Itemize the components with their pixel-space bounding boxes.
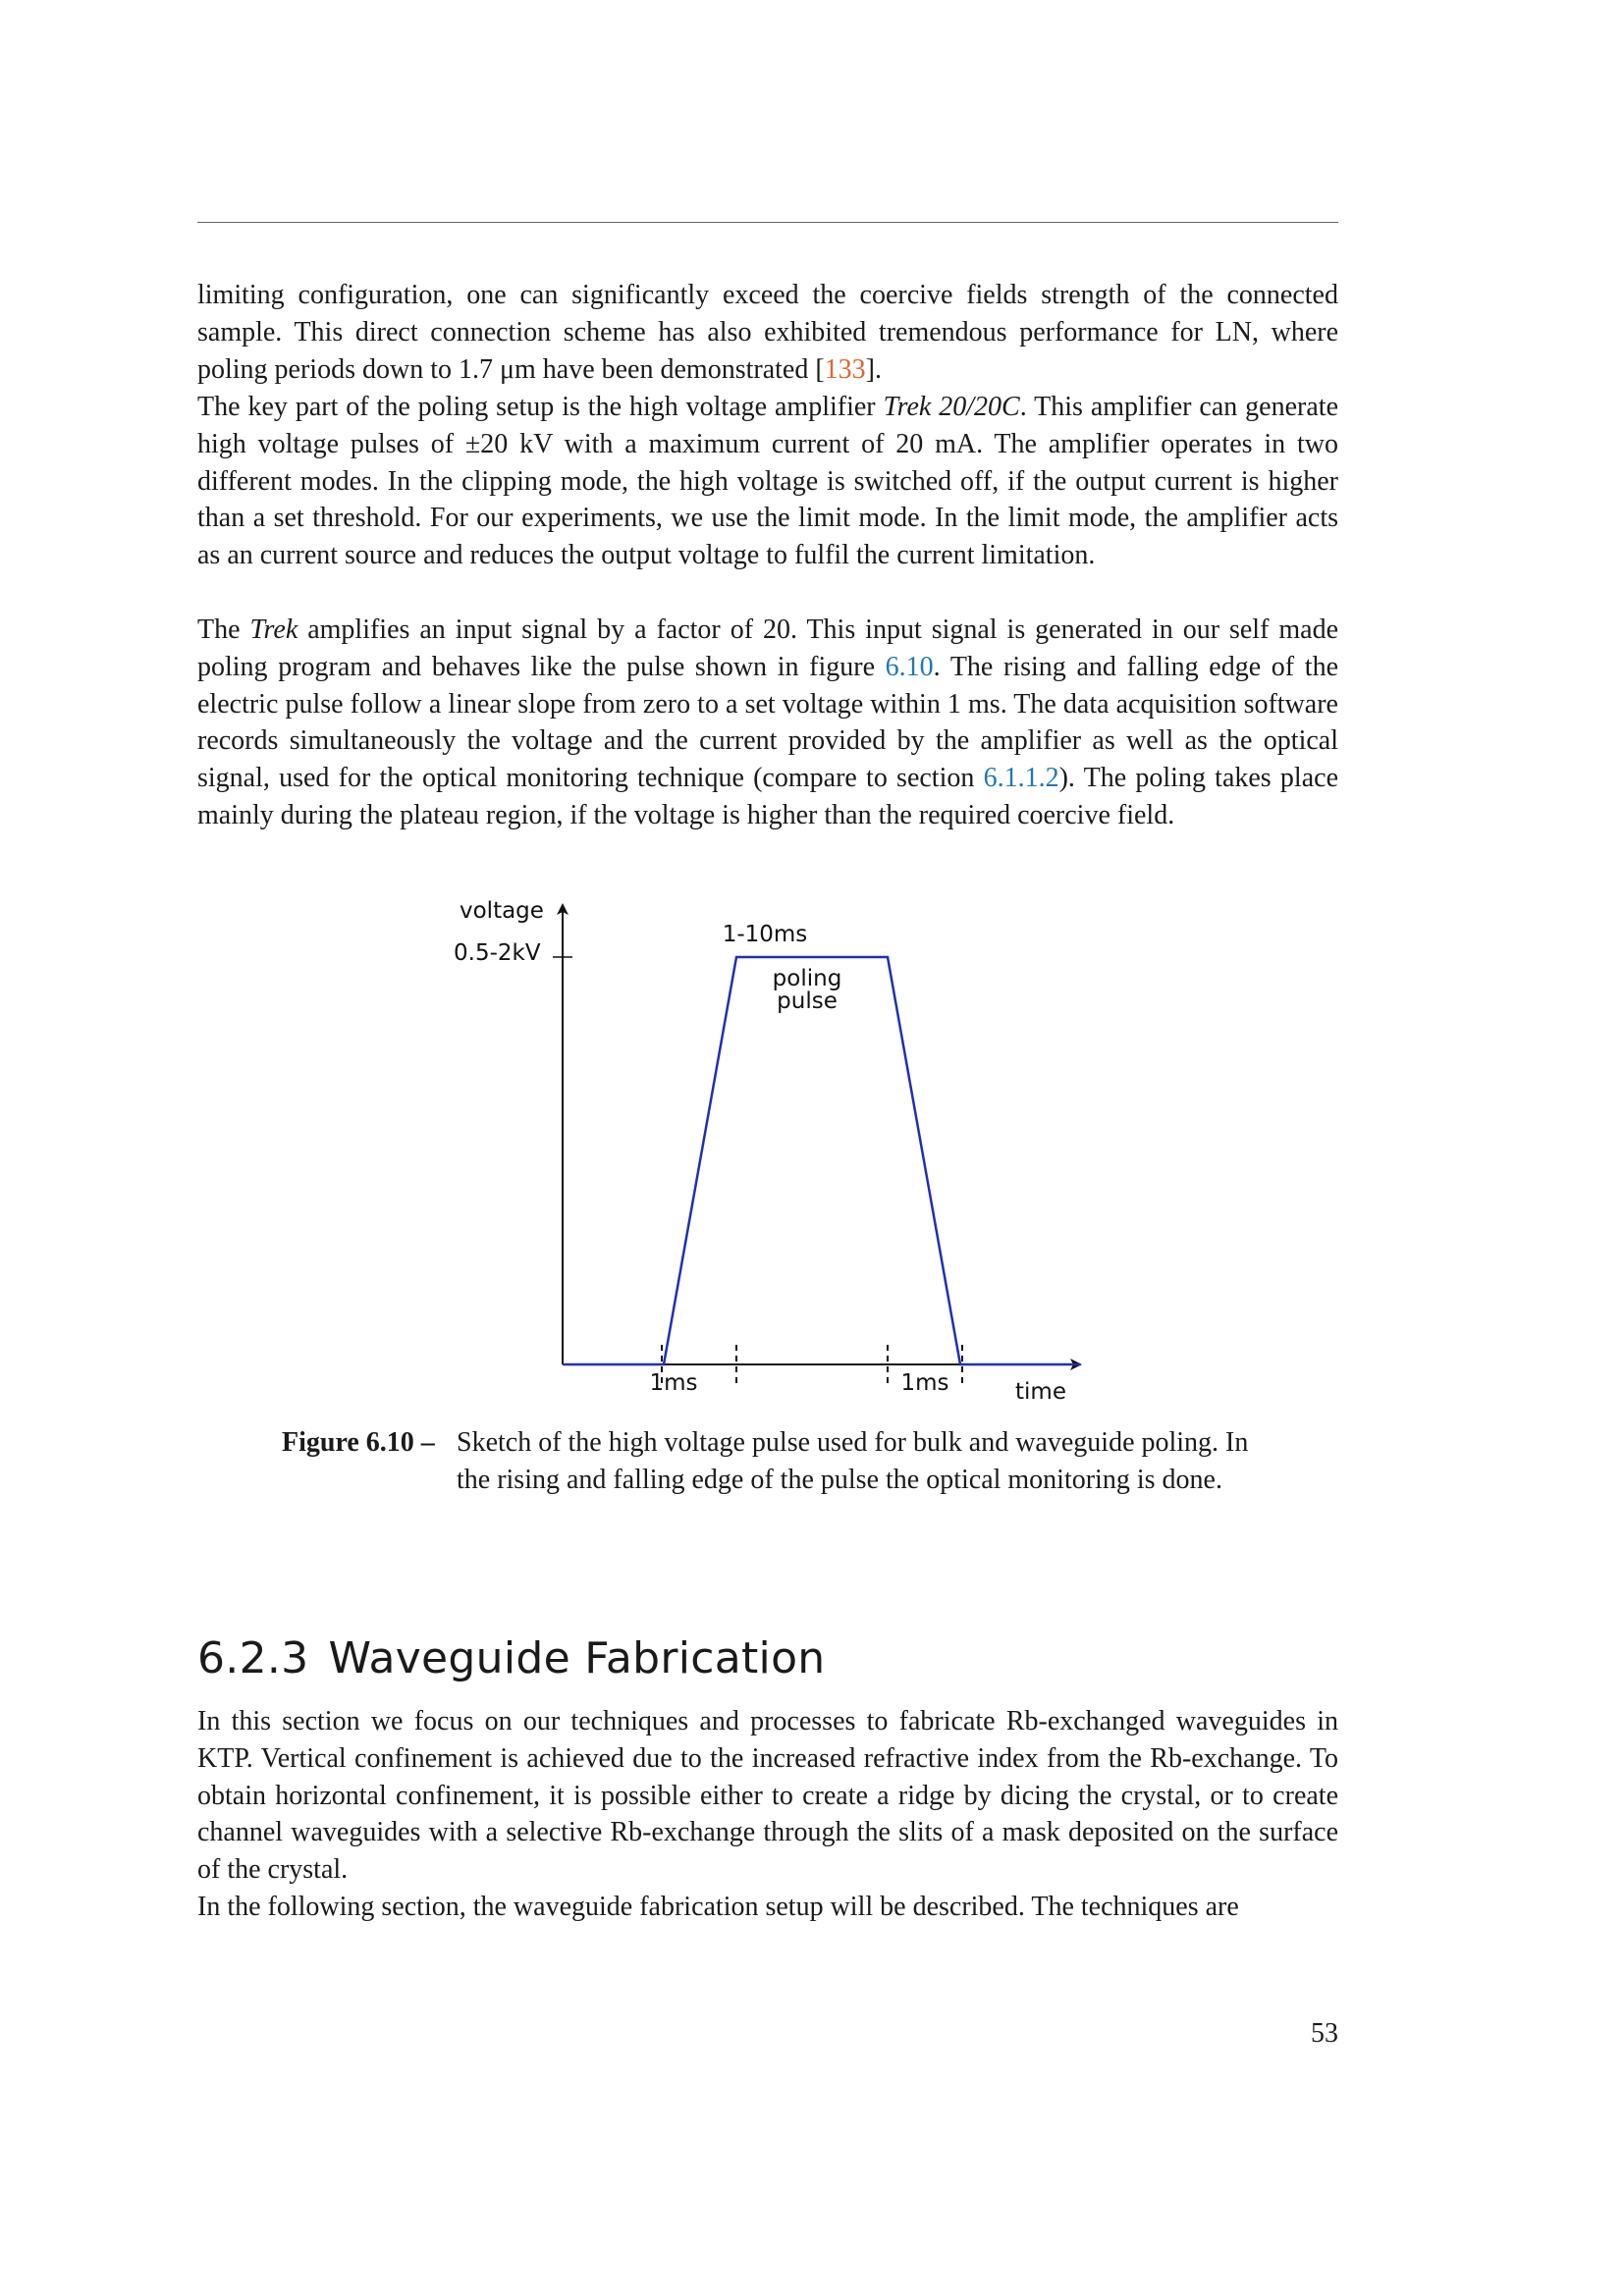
figure-link[interactable]: 6.10 xyxy=(885,651,934,682)
section-title: Waveguide Fabrication xyxy=(328,1633,826,1683)
paragraph-2-text-a: The key part of the poling setup is the high voltage amplifier xyxy=(197,392,884,422)
figure-label: Figure 6.10 – xyxy=(282,1427,435,1458)
paragraph-3-text-a: The xyxy=(197,614,250,645)
paragraph-3-text-b: amplifies an input signal by a factor of 20. This input signal is generated in our self made poling program and behaves like the pulse shown in figure xyxy=(197,614,1339,682)
pulse-figure xyxy=(432,883,1100,1414)
plateau-duration-label: 1-10ms xyxy=(722,922,808,947)
paragraph-1-end: ]. xyxy=(865,353,882,385)
paragraph-1 xyxy=(197,277,1338,388)
paragraph-2-text-b: . This amplifier can generate high voltage pulses of ±20 kV with a maximum current of 20 mA. The amplifier operates in two different modes. In the clipping mode, the high voltage is switched off, if the output current is higher than a set threshold. For our experiments, we use the limit mode. In the limit mode, the amplifier acts as an current source and reduces the output voltage to fulfil the current limitation. xyxy=(197,392,1338,571)
pulse-label-line2: pulse xyxy=(777,988,838,1014)
fall-duration-label: 1ms xyxy=(900,1370,949,1396)
paragraph-1-text: limiting configuration, one can significantly exceed the coercive fields strength of the connected sample. This direct connection scheme has also exhibited tremendous performance for LN, where poling periods down to 1.7 μm have been demonstrated [ xyxy=(197,280,1338,385)
pulse-label-line1: poling xyxy=(772,966,842,991)
rise-duration-label: 1ms xyxy=(649,1370,698,1396)
amplifier-model: Trek 20/20C xyxy=(883,392,1020,422)
paragraph-3-text-d: ). The poling takes place mainly during the plateau region, if the voltage is higher than the required coercive field. xyxy=(197,763,1338,830)
paragraph-2 xyxy=(197,389,1338,574)
y-axis-label: voltage xyxy=(460,898,544,924)
header-rule xyxy=(197,222,1338,223)
paragraph-3-text-c: . The rising and falling edge of the electric pulse follow a linear slope from zero to a set voltage within 1 ms. The data acquisition software records simultaneously the voltage and the current provided by the amplifier as well as the optical signal, used for the optical monitoring technique (compare to section xyxy=(197,651,1338,794)
section-number: 6.2.3 xyxy=(197,1633,309,1683)
paragraph-5: In the following section, the waveguide fabrication setup will be described. The techniques are xyxy=(197,1892,1239,1922)
pulse-chart xyxy=(432,883,1100,1414)
paragraph-4: In this section we focus on our techniques and processes to fabricate Rb-exchanged waveguides in KTP. Vertical confinement is achieved due to the increased refractive index from the Rb-exchange. To obtain horizontal confinement, it is possible either to create a ridge by dicing the crystal, or to create channel waveguides with a selective Rb-exchange through the slits of a mask deposited on the surface of the crystal. xyxy=(197,1706,1338,1886)
section-link[interactable]: 6.1.1.2 xyxy=(983,763,1059,794)
x-axis-label: time xyxy=(1015,1379,1066,1405)
page-number: 53 xyxy=(1311,2018,1338,2049)
trek-name: Trek xyxy=(249,614,298,645)
y-tick-label: 0.5-2kV xyxy=(454,940,541,966)
citation-link[interactable]: 133 xyxy=(824,353,866,385)
pulse-series-line xyxy=(563,957,1080,1364)
paragraph-3 xyxy=(197,612,1338,834)
section-heading xyxy=(197,1633,825,1683)
figure-caption-text: Sketch of the high voltage pulse used for bulk and waveguide poling. In the rising and falling edge of the pulse the optical monitoring is done. xyxy=(457,1427,1249,1495)
